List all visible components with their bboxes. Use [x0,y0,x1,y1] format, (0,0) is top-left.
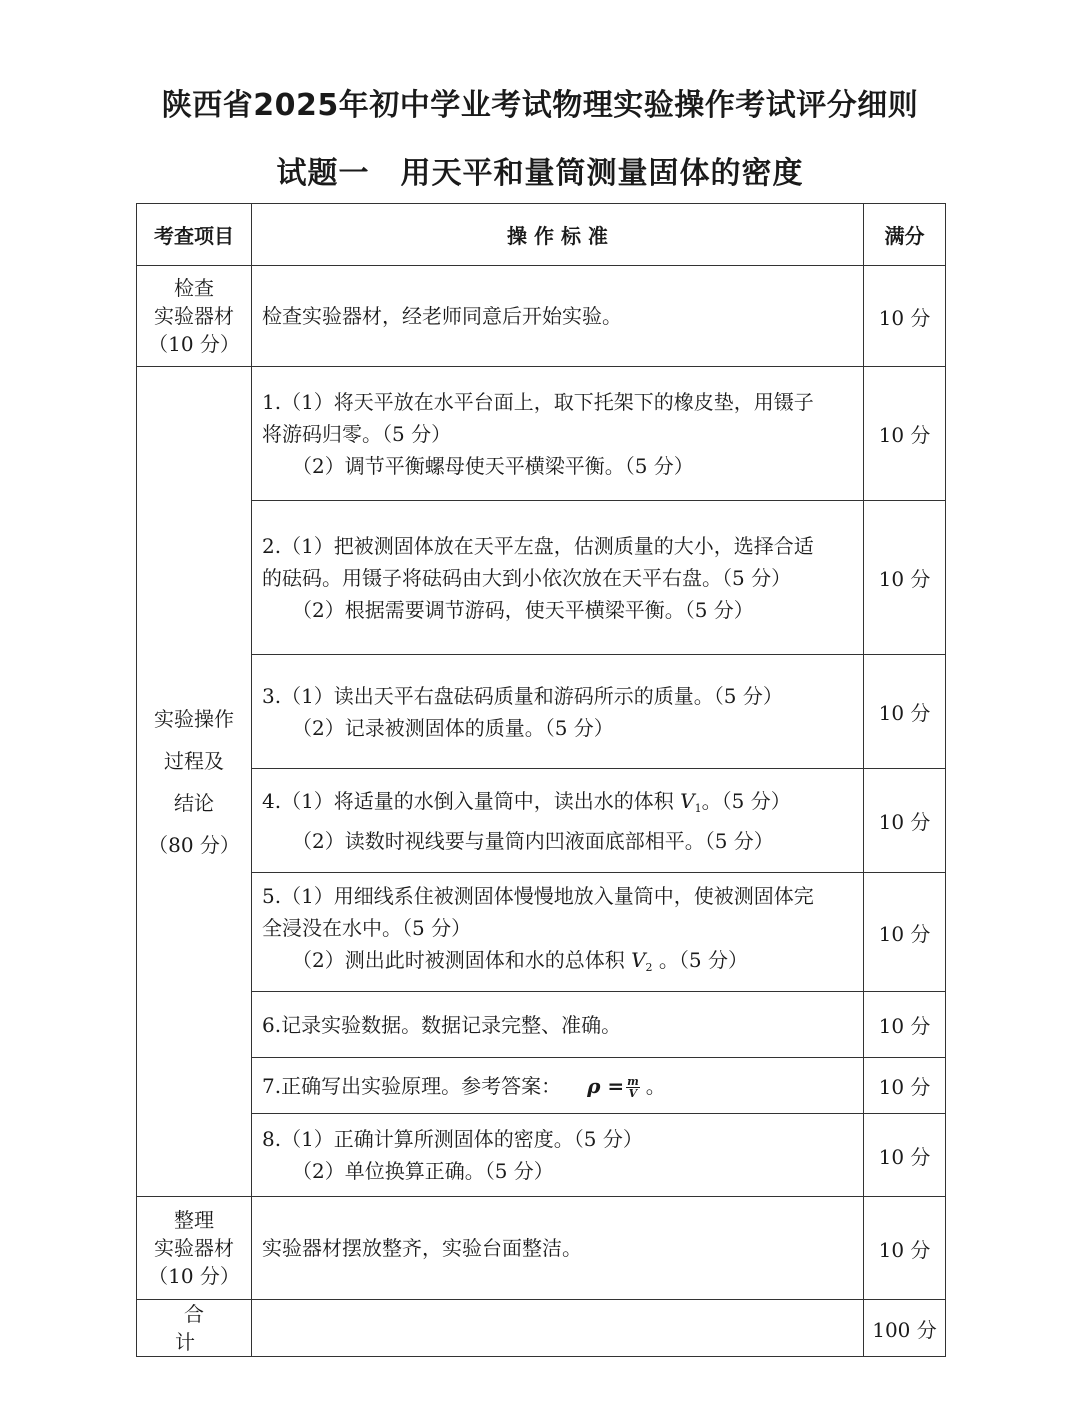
table-row-item-5 [137,873,946,992]
score-item-1: 10 分 [864,367,946,501]
score-item-5: 10 分 [864,873,946,992]
standard-item-6: 6.记录实验数据。数据记录完整、准确。 [252,992,864,1058]
score-item-8: 10 分 [864,1114,946,1197]
scoring-rubric-table [136,203,946,1357]
score-check: 10 分 [864,266,946,367]
score-item-3: 10 分 [864,655,946,769]
category-procedure: 实验操作 过程及 结论 （80 分） [137,367,252,1197]
standard-check: 检查实验器材，经老师同意后开始实验。 [252,266,864,367]
header-score: 满分 [864,204,946,266]
header-standard: 操 作 标 准 [252,204,864,266]
table-row-total [137,1300,946,1357]
table-row-item-2 [137,501,946,655]
header-category: 考查项目 [137,204,252,266]
table-row-tidy [137,1197,946,1300]
standard-item-7: 7.正确写出实验原理。参考答案： ρ = $\frac{m}{V}$ 。 [252,1058,864,1114]
density-formula-fraction: $\frac{m}{V}$ [627,1074,639,1100]
document-subtitle: 试题一 用天平和量筒测量固体的密度 [276,156,804,191]
table-row-item-3 [137,655,946,769]
table-row-item-1 [137,367,946,501]
total-empty-cell [252,1300,864,1357]
standard-item-2: 2.（1）把被测固体放在天平左盘，估测质量的大小，选择合适 的砝码。用镊子将砝码由大到小依次放在天平右盘。（5 分） （2）根据需要调节游码，使天平横梁平衡。（5 分） [252,501,864,655]
table-header-row [137,204,946,266]
volume-v1-symbol: V [680,788,695,813]
total-score: 100 分 [864,1300,946,1357]
standard-item-3: 3.（1）读出天平右盘砝码质量和游码所示的质量。（5 分） （2）记录被测固体的质量。（5 分） [252,655,864,769]
category-check: 检查 实验器材 （10 分） [137,266,252,367]
volume-v2-symbol: V [631,948,646,972]
table-row-item-7 [137,1058,946,1114]
table-row-item-6 [137,992,946,1058]
table-row-item-4 [137,769,946,873]
density-formula-lhs: ρ = [587,1073,625,1098]
standard-item-4: 4.（1）将适量的水倒入量筒中，读出水的体积 $V_1$。（5 分） （2）读数时视线要与量筒内凹液面底部相平。（5 分） [252,769,864,873]
category-tidy: 整理 实验器材 （10 分） [137,1197,252,1300]
score-item-7: 10 分 [864,1058,946,1114]
document-title: 陕西省2025年初中学业考试物理实验操作考试评分细则 [161,88,919,123]
score-item-4: 10 分 [864,769,946,873]
standard-item-5: 5.（1）用细线系住被测固体慢慢地放入量筒中，使被测固体完 全浸没在水中。（5 分） （2）测出此时被测固体和水的总体积 $V_2$ 。（5 分） [252,873,864,992]
standard-tidy: 实验器材摆放整齐，实验台面整洁。 [252,1197,864,1300]
standard-item-8: 8.（1）正确计算所测固体的密度。（5 分） （2）单位换算正确。（5 分） [252,1114,864,1197]
score-item-2: 10 分 [864,501,946,655]
table-row-check [137,266,946,367]
score-item-6: 10 分 [864,992,946,1058]
total-label: 合 计 [137,1300,252,1357]
score-tidy: 10 分 [864,1197,946,1300]
table-row-item-8 [137,1114,946,1197]
standard-item-1: 1.（1）将天平放在水平台面上，取下托架下的橡皮垫，用镊子 将游码归零。（5 分） （2）调节平衡螺母使天平横梁平衡。（5 分） [252,367,864,501]
